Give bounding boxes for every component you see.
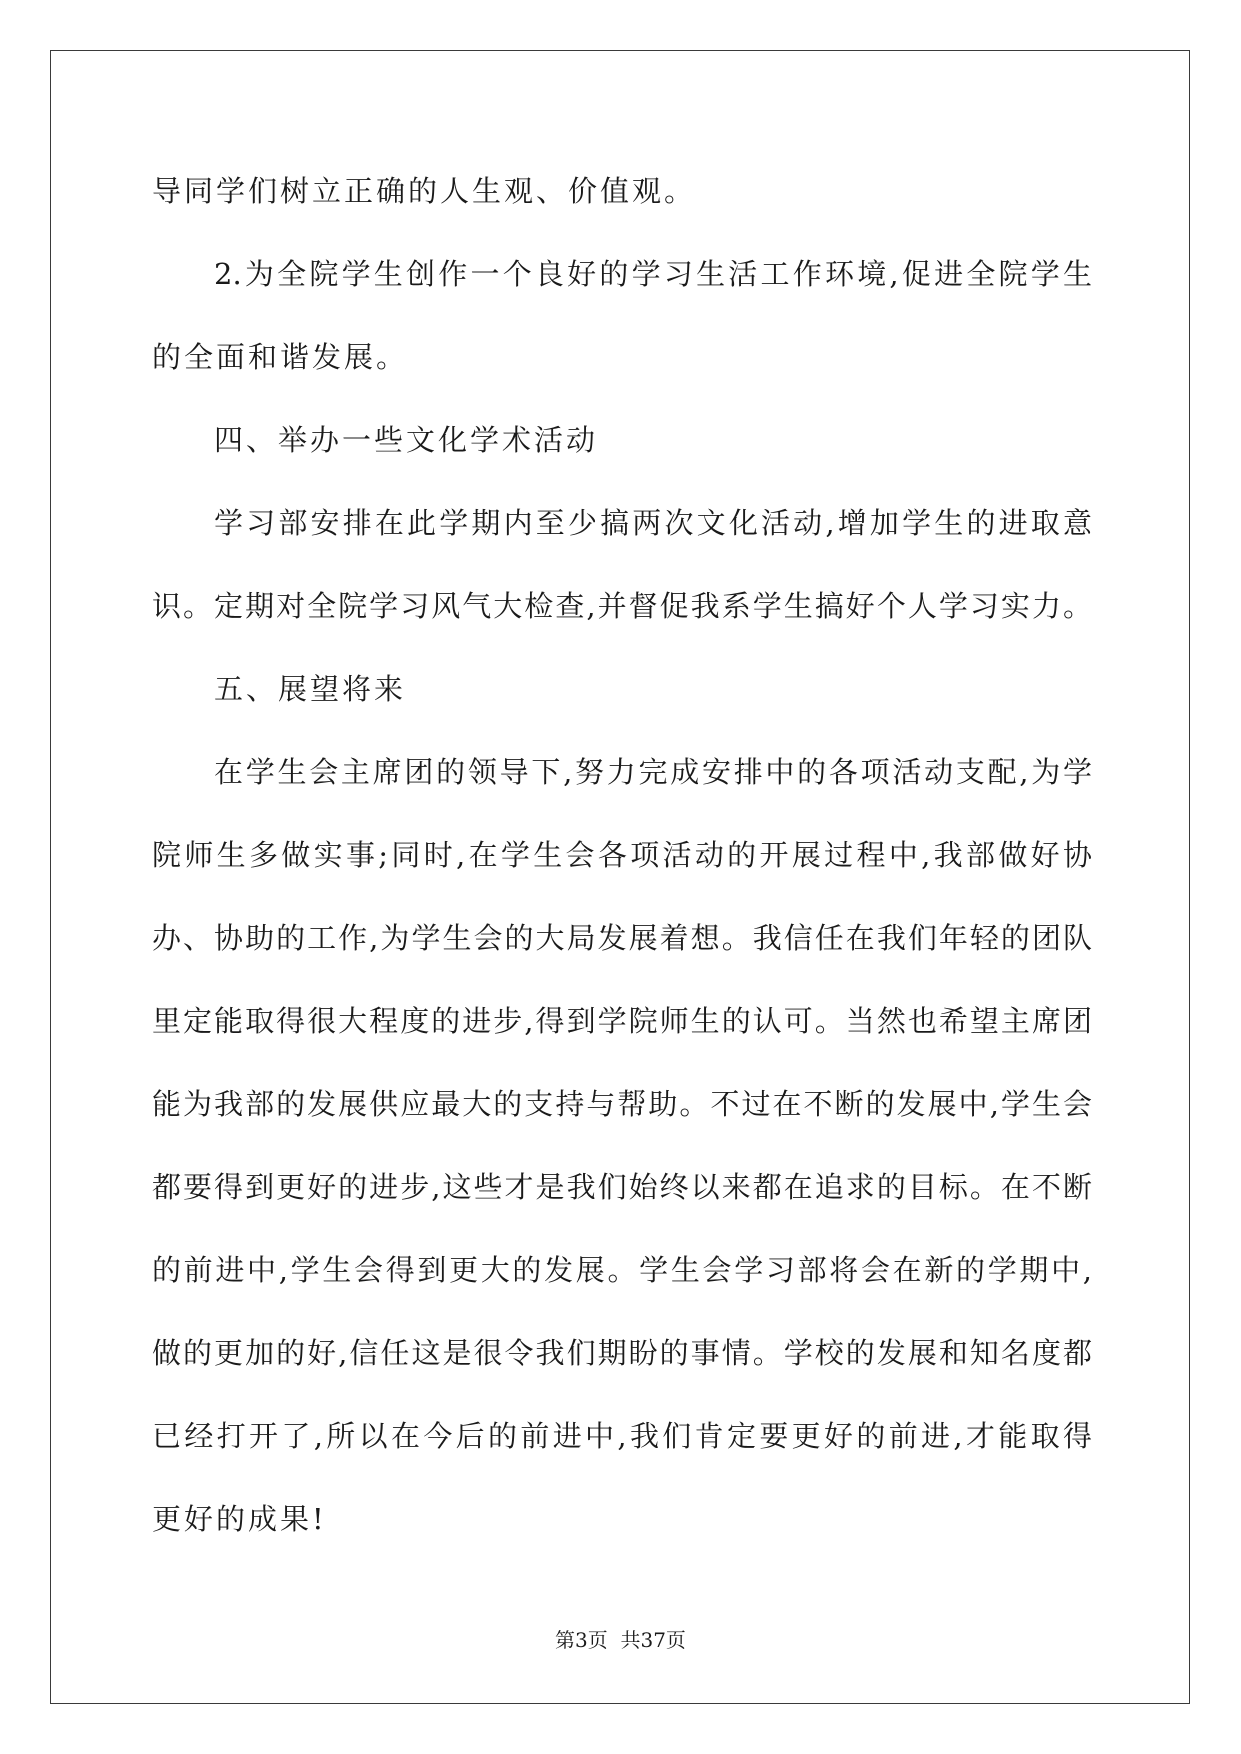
text-line: 做的更加的好,信任这是很令我们期盼的事情。学校的发展和知名度都 [152,1336,1092,1370]
text-line: 学习部安排在此学期内至少搞两次文化活动,增加学生的进取意 [214,506,1092,540]
text-line: 院师生多做实事;同时,在学生会各项活动的开展过程中,我部做好协 [152,838,1092,872]
text-line: 识。定期对全院学习风气大检查,并督促我系学生搞好个人学习实力。 [152,589,1092,623]
text-line: 2.为全院学生创作一个良好的学习生活工作环境,促进全院学生 [214,257,1092,291]
text-line: 的前进中,学生会得到更大的发展。学生会学习部将会在新的学期中, [152,1253,1092,1287]
text-line: 都要得到更好的进步,这些才是我们始终以来都在追求的目标。在不断 [152,1170,1092,1204]
text-line: 办、协助的工作,为学生会的大局发展着想。我信任在我们年轻的团队 [152,921,1092,955]
text-line: 在学生会主席团的领导下,努力完成安排中的各项活动支配,为学 [214,755,1092,789]
text-line: 的全面和谐发展。 [152,340,409,374]
section-heading: 五、展望将来 [214,672,407,706]
document-body [152,150,1092,1561]
text-line: 更好的成果! [152,1502,327,1536]
text-line: 导同学们树立正确的人生观、价值观。 [152,174,697,208]
page-number: 第3页 共37页 [555,1628,686,1652]
text-line: 里定能取得很大程度的进步,得到学院师生的认可。当然也希望主席团 [152,1004,1092,1038]
text-line: 能为我部的发展供应最大的支持与帮助。不过在不断的发展中,学生会 [152,1087,1092,1121]
text-line: 已经打开了,所以在今后的前进中,我们肯定要更好的前进,才能取得 [152,1419,1092,1453]
section-heading: 四、举办一些文化学术活动 [214,423,599,457]
